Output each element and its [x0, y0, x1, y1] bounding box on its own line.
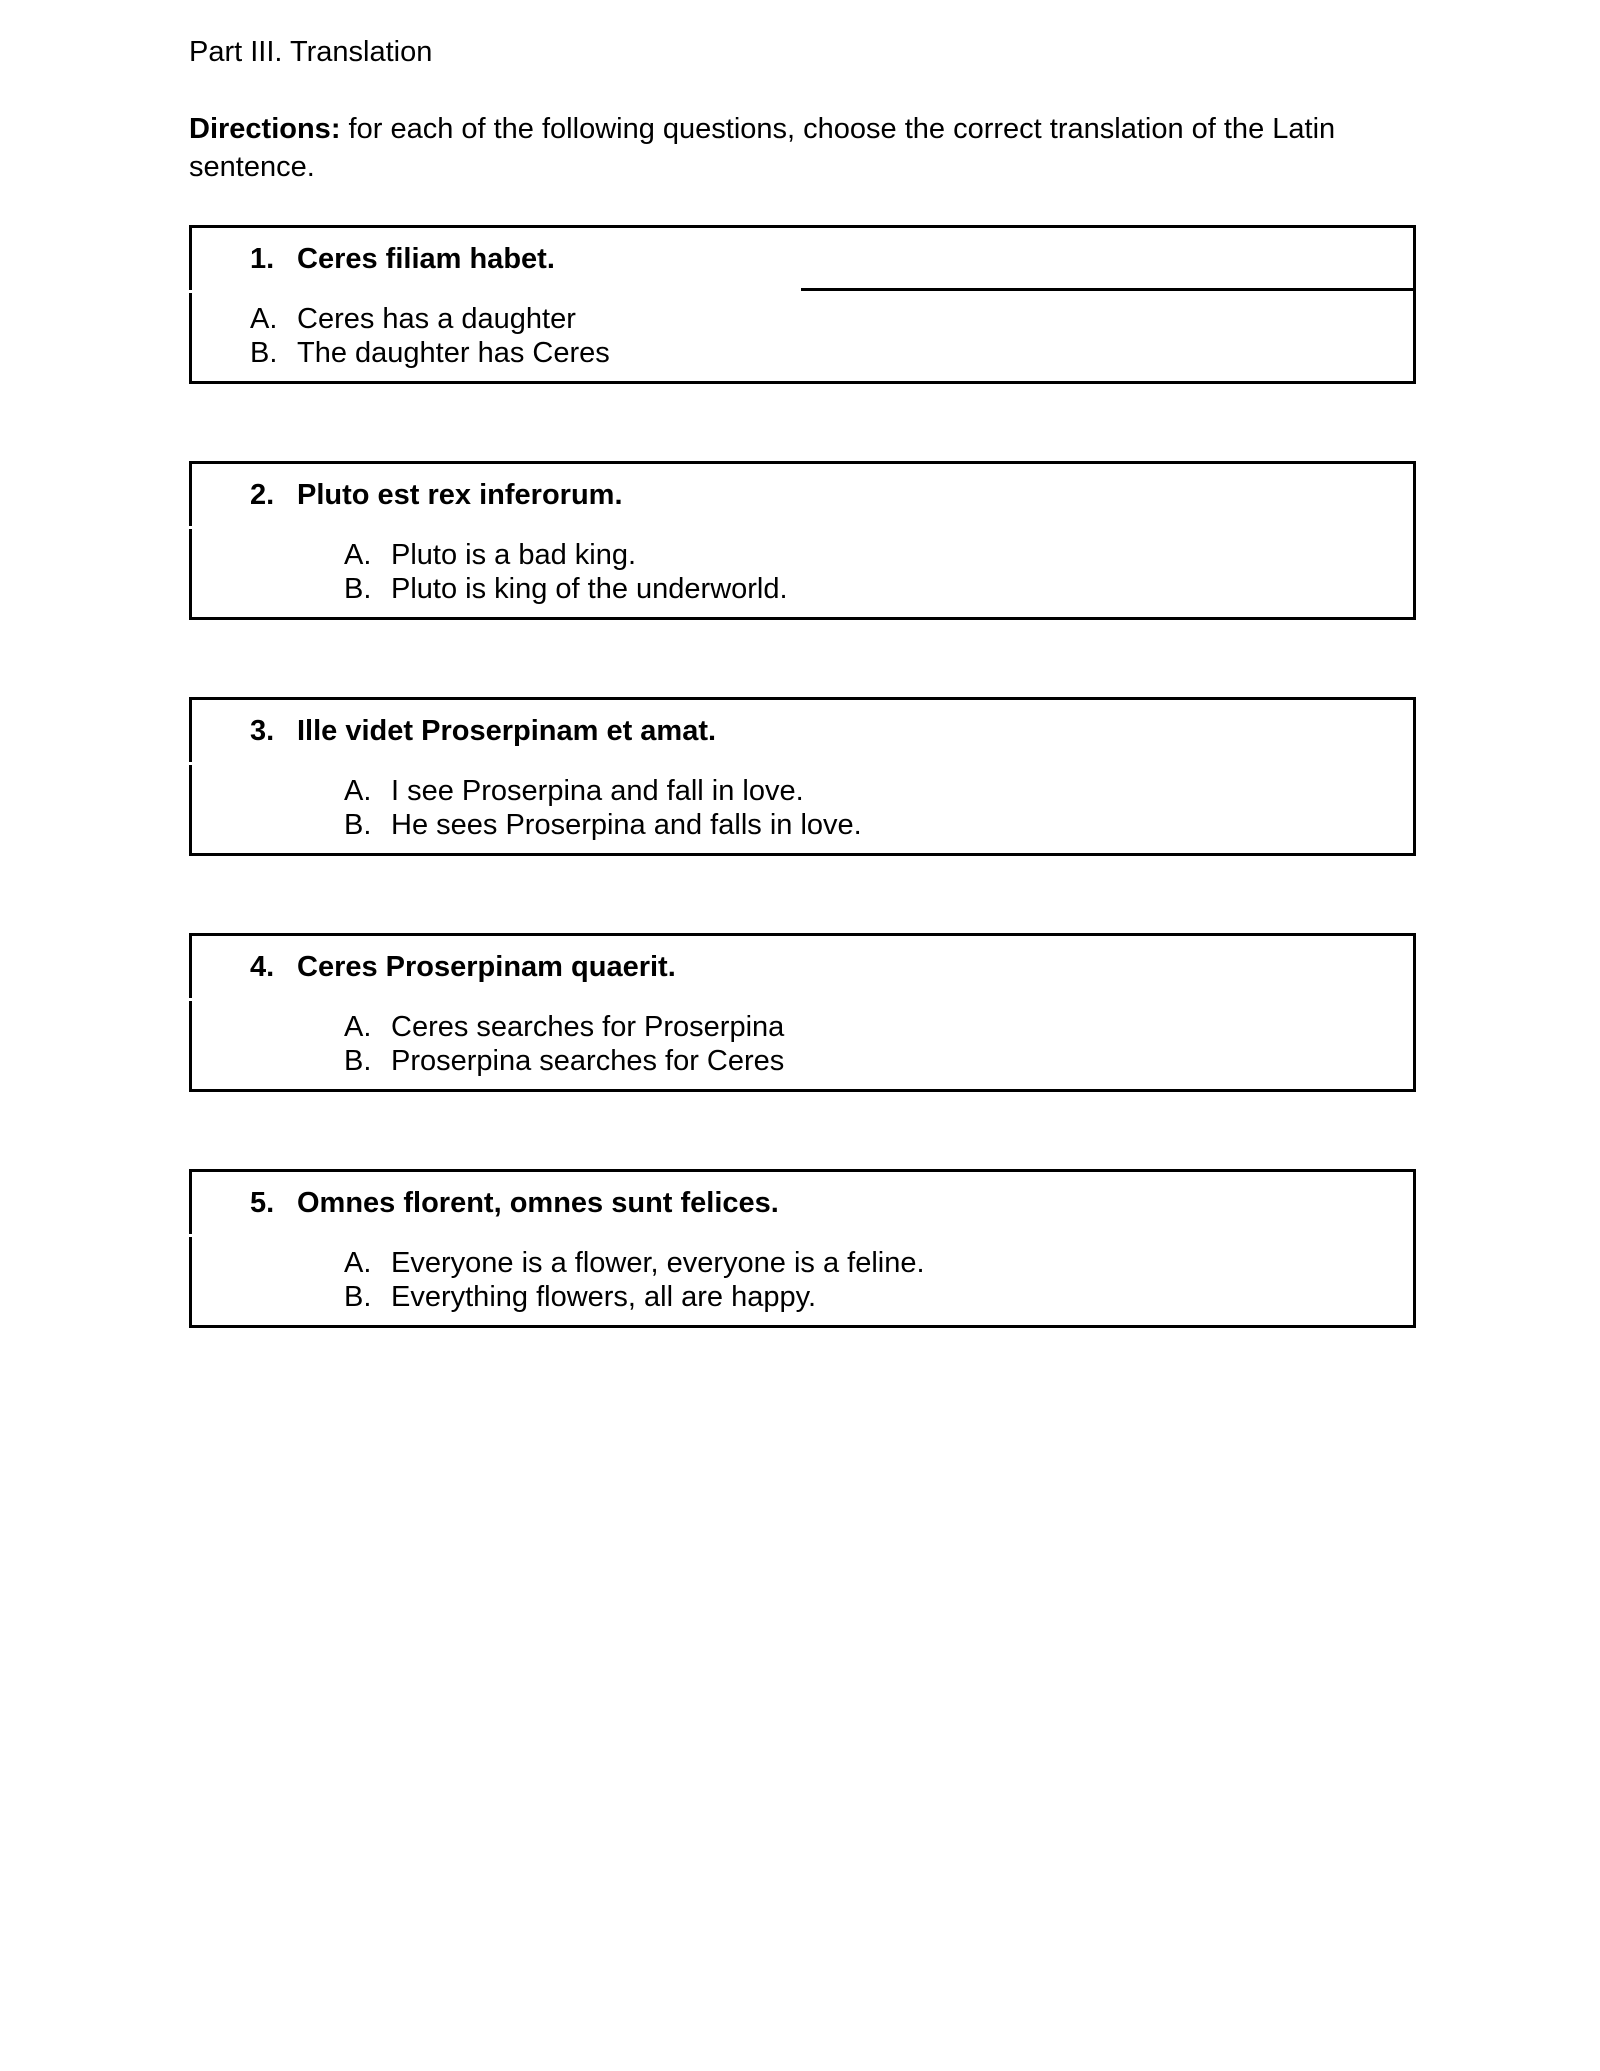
part-title: Part III. Translation [189, 36, 433, 68]
box-edge-gap [189, 290, 192, 293]
option-letter: A. [344, 775, 372, 807]
option-a[interactable] [344, 1246, 925, 1280]
option-text: He sees Proserpina and falls in love. [391, 809, 862, 841]
question-box-5 [189, 1169, 1416, 1328]
option-text: Pluto is king of the underworld. [391, 573, 788, 605]
latin-sentence: Pluto est rex inferorum. [297, 479, 623, 511]
directions-label: Directions: [189, 113, 341, 145]
option-letter: A. [344, 1247, 372, 1279]
option-list [344, 1010, 784, 1078]
question-number: 4. [250, 951, 275, 983]
question-prompt [250, 949, 676, 985]
option-letter: B. [344, 1045, 372, 1077]
option-letter: A. [250, 303, 278, 335]
option-list [344, 774, 862, 842]
option-text: Pluto is a bad king. [391, 539, 637, 571]
option-letter: B. [250, 337, 278, 369]
option-b[interactable] [344, 572, 788, 606]
option-list [344, 1246, 925, 1314]
latin-sentence: Ceres filiam habet. [297, 243, 555, 275]
option-text: Proserpina searches for Ceres [391, 1045, 785, 1077]
option-a[interactable] [344, 1010, 784, 1044]
option-list [250, 302, 610, 370]
latin-sentence: Ille videt Proserpinam et amat. [297, 715, 717, 747]
option-text: Everything flowers, all are happy. [391, 1281, 817, 1313]
question-box-1 [189, 225, 1416, 384]
question-prompt [250, 241, 555, 277]
directions-text: for each of the following questions, choose the correct translation of the Latin sentence. [189, 113, 1336, 183]
option-a[interactable] [344, 774, 862, 808]
option-b[interactable] [250, 336, 610, 370]
box-edge-gap [189, 998, 192, 1001]
question-number: 2. [250, 479, 275, 511]
question-prompt [250, 713, 716, 749]
question-box-2 [189, 461, 1416, 620]
box-edge-gap [189, 526, 192, 529]
option-text: Everyone is a flower, everyone is a feline. [391, 1247, 925, 1279]
option-text: Ceres searches for Proserpina [391, 1011, 785, 1043]
question-box-4 [189, 933, 1416, 1092]
directions [189, 110, 1429, 186]
option-list [344, 538, 788, 606]
option-text: Ceres has a daughter [297, 303, 576, 335]
option-letter: B. [344, 1281, 372, 1313]
option-letter: B. [344, 573, 372, 605]
box-edge-gap [189, 1234, 192, 1237]
option-b[interactable] [344, 808, 862, 842]
option-letter: B. [344, 809, 372, 841]
question-prompt [250, 477, 623, 513]
question-number: 3. [250, 715, 275, 747]
latin-sentence: Omnes florent, omnes sunt felices. [297, 1187, 779, 1219]
option-b[interactable] [344, 1280, 925, 1314]
option-letter: A. [344, 1011, 372, 1043]
answer-line [801, 288, 1413, 291]
option-text: I see Proserpina and fall in love. [391, 775, 804, 807]
option-a[interactable] [344, 538, 788, 572]
box-edge-gap [189, 762, 192, 765]
question-number: 5. [250, 1187, 275, 1219]
question-box-3 [189, 697, 1416, 856]
question-prompt [250, 1185, 779, 1221]
option-b[interactable] [344, 1044, 784, 1078]
question-number: 1. [250, 243, 275, 275]
latin-sentence: Ceres Proserpinam quaerit. [297, 951, 676, 983]
option-letter: A. [344, 539, 372, 571]
option-text: The daughter has Ceres [297, 337, 610, 369]
option-a[interactable] [250, 302, 610, 336]
